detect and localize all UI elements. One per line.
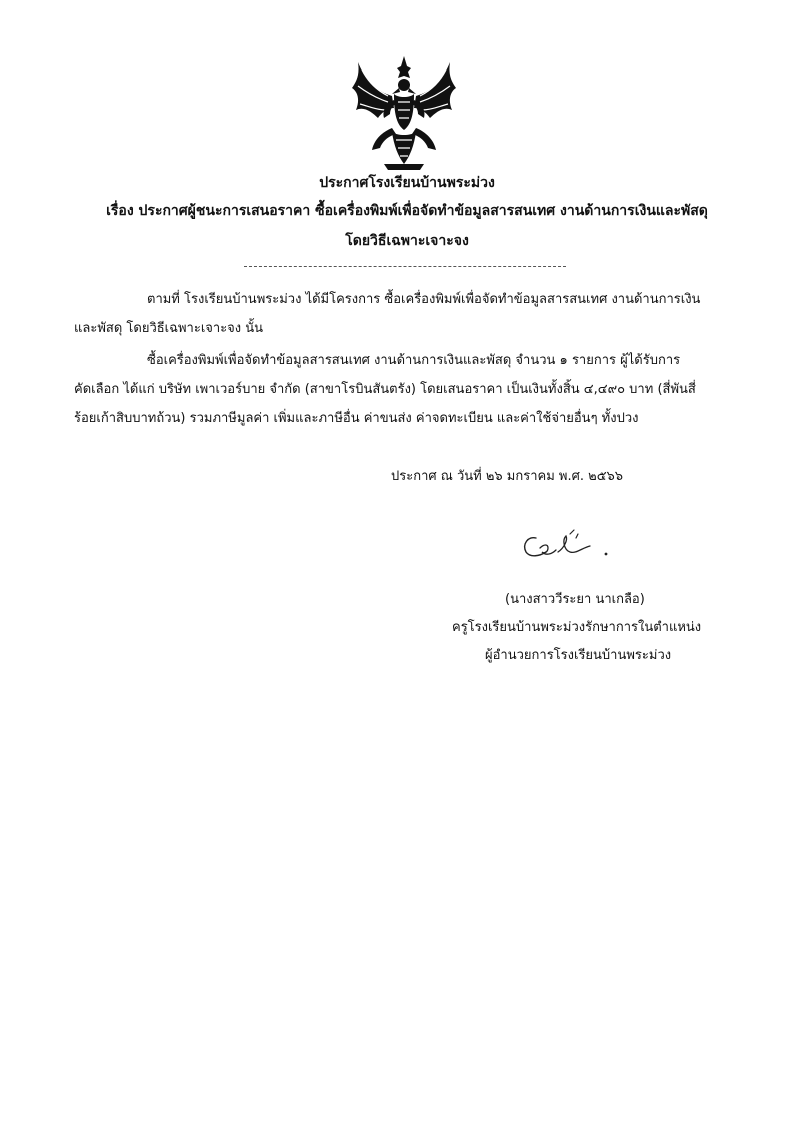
signatory-position-line-2: ผู้อำนวยการโรงเรียนบ้านพระม่วง bbox=[485, 648, 672, 663]
paragraph-1-line-2: และพัสดุ โดยวิธีเฉพาะเจาะจง นั้น bbox=[74, 321, 264, 336]
paragraph-2-line-2: คัดเลือก ได้แก่ บริษัท เพาเวอร์บาย จำกัด (สาขาโรบินสันตรัง) โดยเสนอราคา เป็นเงินทั้งสิ้น ๔,๔๙๐ บาท (สี่พันสี่ bbox=[74, 382, 696, 397]
announcement-title: ประกาศโรงเรียนบ้านพระม่วง bbox=[319, 175, 495, 191]
announcement-method: โดยวิธีเฉพาะเจาะจง bbox=[345, 233, 469, 249]
garuda-emblem-icon bbox=[348, 52, 460, 174]
paragraph-2-line-1: ซื้อเครื่องพิมพ์เพื่อจัดทำข้อมูลสารสนเทศ งานด้านการเงินและพัสดุ จำนวน ๑ รายการ ผู้ได้รับการ bbox=[147, 353, 681, 368]
paragraph-1-line-1: ตามที่ โรงเรียนบ้านพระม่วง ได้มีโครงการ ซื้อเครื่องพิมพ์เพื่อจัดทำข้อมูลสารสนเทศ งานด้านการเงิน bbox=[147, 292, 701, 307]
paragraph-2-line-3: ร้อยเก้าสิบบาทถ้วน) รวมภาษีมูลค่า เพิ่มและภาษีอื่น ค่าขนส่ง ค่าจดทะเบียน และค่าใช้จ่ายอื่นๆ ทั้งปวง bbox=[74, 411, 639, 426]
announcement-subject: เรื่อง ประกาศผู้ชนะการเสนอราคา ซื้อเครื่องพิมพ์เพื่อจัดทำข้อมูลสารสนเทศ งานด้านการเงินและพัสดุ bbox=[106, 203, 708, 219]
signatory-name: (นางสาววีระยา นาเกลือ) bbox=[505, 592, 645, 607]
section-divider bbox=[244, 266, 566, 267]
signatory-position-line-1: ครูโรงเรียนบ้านพระม่วงรักษาการในตำแหน่ง bbox=[452, 620, 702, 635]
announcement-date: ประกาศ ณ วันที่ ๒๖ มกราคม พ.ศ. ๒๕๖๖ bbox=[391, 469, 624, 484]
handwritten-signature-icon bbox=[518, 526, 614, 566]
